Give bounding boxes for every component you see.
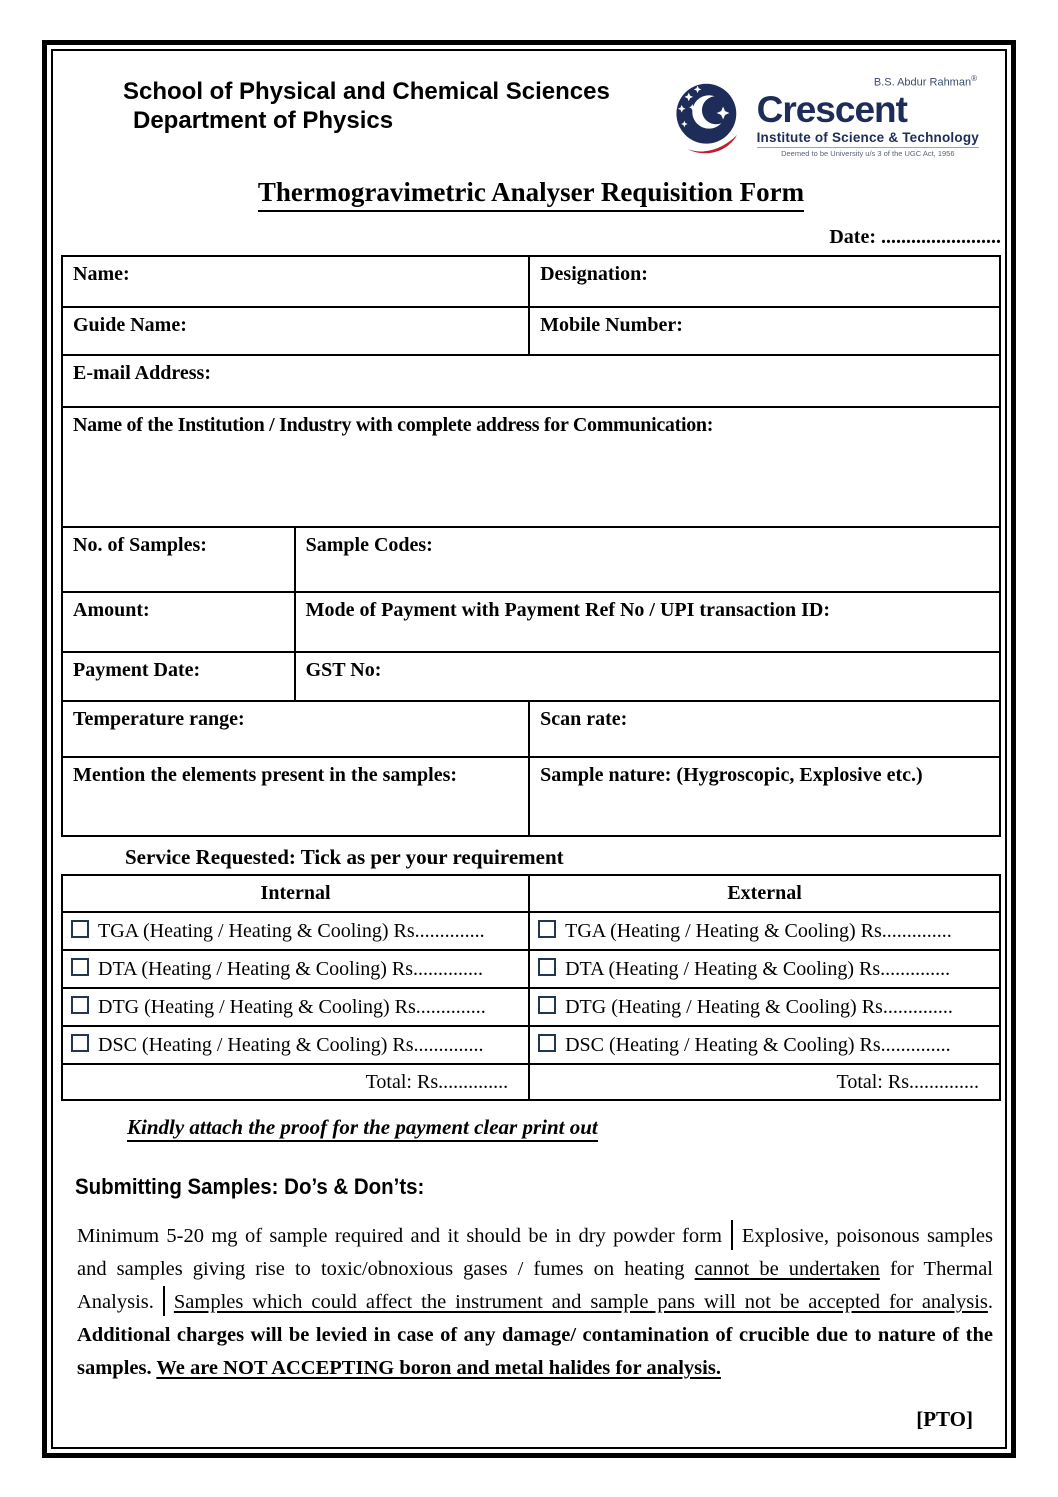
amount-field: Amount: bbox=[62, 592, 295, 652]
page-title: Thermogravimetric Analyser Requisition Form bbox=[258, 177, 804, 212]
num-samples-field: No. of Samples: bbox=[62, 527, 295, 592]
contact-details-table bbox=[61, 255, 1001, 528]
separator-bar bbox=[731, 1220, 733, 1250]
paragraph-segment: Minimum 5-20 mg of sample required and it should be in dry powder form bbox=[77, 1225, 722, 1247]
payment-details-table bbox=[61, 526, 1001, 702]
crescent-moon-logo-icon bbox=[665, 73, 753, 165]
table-row bbox=[62, 757, 1000, 836]
payment-mode-field: Mode of Payment with Payment Ref No / UPI transaction ID: bbox=[295, 592, 1000, 652]
dsc-external-checkbox[interactable] bbox=[538, 1034, 556, 1052]
measurement-details-table bbox=[61, 700, 1001, 837]
paragraph-segment-bold: Additional charges will be levied in case of any damage/ contamination of crucible due to nature of the samples. bbox=[77, 1324, 993, 1379]
registered-mark-icon: ® bbox=[971, 74, 977, 83]
tga-internal-label: TGA (Heating / Heating & Cooling) Rs.............. bbox=[98, 919, 485, 942]
sample-codes-field: Sample Codes: bbox=[295, 527, 1000, 592]
page-inner-border bbox=[51, 49, 1007, 1449]
dsc-external-label: DSC (Heating / Heating & Cooling) Rs.............. bbox=[565, 1033, 951, 1056]
crescent-logo bbox=[665, 73, 979, 165]
tga-external-label: TGA (Heating / Heating & Cooling) Rs.............. bbox=[565, 919, 952, 942]
table-row bbox=[62, 527, 1000, 592]
paragraph-segment: . bbox=[987, 1291, 993, 1313]
paragraph-segment: Explosive, poisonous samples and samples giving rise to toxic/obnoxious gases / fumes on heating bbox=[77, 1225, 993, 1280]
header bbox=[61, 65, 1001, 165]
logo-text-block bbox=[757, 73, 979, 158]
dsc-internal-checkbox[interactable] bbox=[71, 1034, 89, 1052]
designation-field: Designation: bbox=[529, 256, 1000, 307]
dta-internal-checkbox[interactable] bbox=[71, 958, 89, 976]
table-row bbox=[62, 256, 1000, 307]
separator-bar bbox=[163, 1286, 165, 1316]
tga-internal-checkbox[interactable] bbox=[71, 920, 89, 938]
logo-brand-name: Crescent bbox=[756, 88, 907, 130]
service-row-dsc bbox=[62, 1026, 1000, 1064]
dtg-external-checkbox[interactable] bbox=[538, 996, 556, 1014]
dta-internal-label: DTA (Heating / Heating & Cooling) Rs.............. bbox=[98, 957, 484, 980]
department-name: Department of Physics bbox=[133, 107, 394, 134]
paragraph-segment-underlined: Samples which could affect the instrument and sample pans will not be accepted for analysis bbox=[173, 1291, 988, 1313]
table-row bbox=[62, 652, 1000, 701]
service-total-row bbox=[62, 1064, 1000, 1100]
logo-subtext: Deemed to be University u/s 3 of the UGC Act, 1956 bbox=[757, 147, 979, 158]
date-field: Date: ........................ bbox=[829, 226, 1001, 248]
table-row bbox=[62, 407, 1000, 527]
temperature-range-field: Temperature range: bbox=[62, 701, 529, 757]
paragraph-segment-underlined: cannot be undertaken bbox=[694, 1258, 880, 1280]
name-field: Name: bbox=[62, 256, 529, 307]
external-total-field: Total: Rs.............. bbox=[529, 1064, 1000, 1100]
header-titles bbox=[61, 73, 610, 135]
table-row bbox=[62, 307, 1000, 355]
tga-external-checkbox[interactable] bbox=[538, 920, 556, 938]
logo-tagline: Institute of Science & Technology bbox=[756, 129, 979, 145]
scan-rate-field: Scan rate: bbox=[529, 701, 1000, 757]
dtg-internal-checkbox[interactable] bbox=[71, 996, 89, 1014]
table-row bbox=[62, 701, 1000, 757]
dtg-internal-label: DTG (Heating / Heating & Cooling) Rs.............. bbox=[98, 995, 486, 1018]
elements-field: Mention the elements present in the samples: bbox=[62, 757, 529, 836]
dos-donts-paragraph bbox=[77, 1220, 993, 1385]
dos-donts-heading: Submitting Samples: Do’s & Don’ts: bbox=[75, 1174, 425, 1199]
table-row bbox=[62, 355, 1000, 407]
service-requested-heading: Service Requested: Tick as per your requirement bbox=[125, 845, 564, 869]
payment-date-field: Payment Date: bbox=[62, 652, 295, 701]
mobile-number-field: Mobile Number: bbox=[529, 307, 1000, 355]
payment-proof-note: Kindly attach the proof for the payment clear print out bbox=[127, 1115, 1001, 1140]
service-row-tga bbox=[62, 912, 1000, 950]
dtg-external-label: DTG (Heating / Heating & Cooling) Rs.............. bbox=[565, 995, 953, 1018]
dta-external-checkbox[interactable] bbox=[538, 958, 556, 976]
service-row-dta bbox=[62, 950, 1000, 988]
gst-no-field: GST No: bbox=[295, 652, 1000, 701]
dta-external-label: DTA (Heating / Heating & Cooling) Rs.............. bbox=[565, 957, 951, 980]
pto-marker: [PTO] bbox=[916, 1407, 973, 1431]
school-name: School of Physical and Chemical Sciences bbox=[123, 78, 610, 105]
page-border bbox=[42, 40, 1016, 1458]
paragraph-segment-bold-underlined: We are NOT ACCEPTING boron and metal halides for analysis. bbox=[156, 1357, 721, 1379]
service-row-dtg bbox=[62, 988, 1000, 1026]
external-column-header: External bbox=[529, 875, 1000, 912]
service-table bbox=[61, 874, 1001, 1101]
logo-trademark: B.S. Abdur Rahman® bbox=[873, 74, 977, 89]
table-row bbox=[62, 592, 1000, 652]
sample-nature-field: Sample nature: (Hygroscopic, Explosive etc.) bbox=[529, 757, 1000, 836]
email-field: E-mail Address: bbox=[62, 355, 1000, 407]
paragraph-segment: for Thermal Analysis. bbox=[77, 1258, 993, 1313]
institution-address-field: Name of the Institution / Industry with complete address for Communication: bbox=[62, 407, 1000, 527]
service-header-row bbox=[62, 875, 1000, 912]
internal-total-field: Total: Rs.............. bbox=[62, 1064, 529, 1100]
dsc-internal-label: DSC (Heating / Heating & Cooling) Rs.............. bbox=[98, 1033, 484, 1056]
internal-column-header: Internal bbox=[62, 875, 529, 912]
guide-name-field: Guide Name: bbox=[62, 307, 529, 355]
